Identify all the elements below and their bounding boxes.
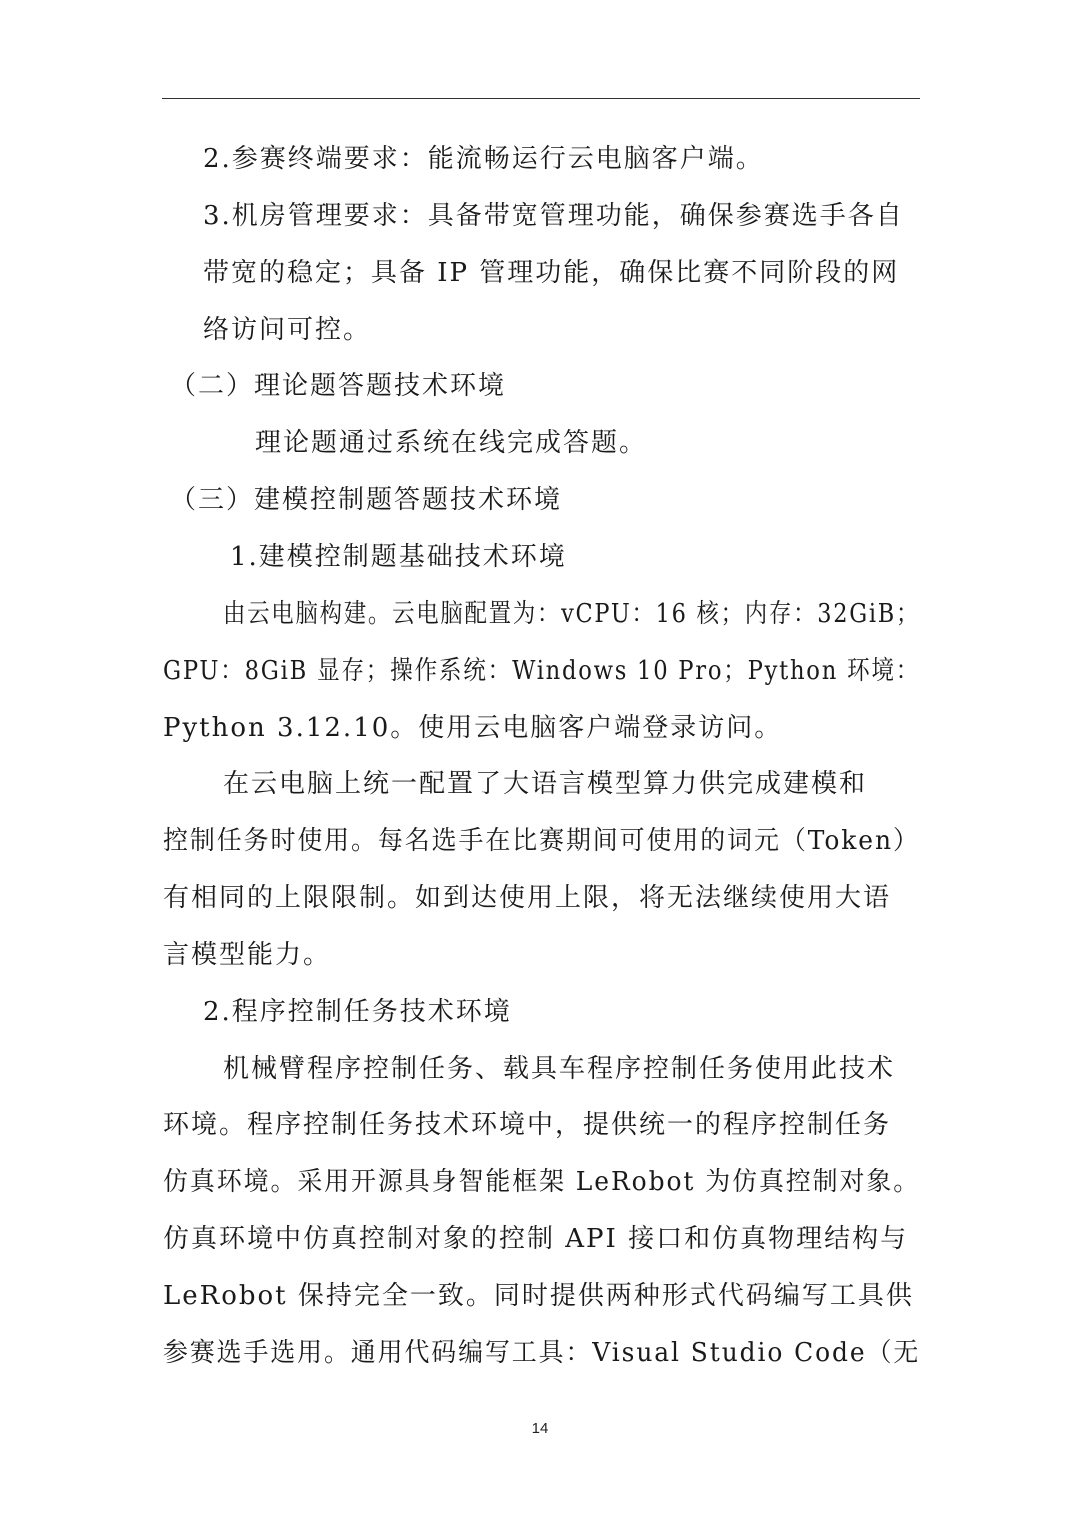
subsection-heading: 1.建模控制题基础技术环境: [230, 542, 567, 572]
section-heading: （三）建模控制题答题技术环境: [170, 485, 563, 515]
text-line: 仿真环境。采用开源具身智能框架 LeRobot 为仿真控制对象。: [163, 1167, 921, 1197]
text-line: 机械臂程序控制任务、载具车程序控制任务使用此技术: [223, 1054, 896, 1084]
section-heading: （二）理论题答题技术环境: [170, 371, 507, 401]
text-line: 络访问可控。: [203, 315, 372, 345]
text-line: 在云电脑上统一配置了大语言模型算力供完成建模和: [223, 769, 868, 799]
header-rule: [162, 98, 920, 99]
text-line: 参赛选手选用。通用代码编写工具：Visual Studio Code（无: [163, 1338, 921, 1368]
subsection-heading: 2.程序控制任务技术环境: [203, 997, 512, 1027]
page-number: 14: [531, 1420, 549, 1437]
text-line: Python 3.12.10。使用云电脑客户端登录访问。: [163, 713, 783, 743]
text-line: 控制任务时使用。每名选手在比赛期间可使用的词元（Token）: [163, 826, 920, 856]
text-line: GPU：8GiB 显存；操作系统：Windows 10 Pro；Python 环境：: [163, 656, 921, 686]
text-line: 环境。程序控制任务技术环境中，提供统一的程序控制任务: [163, 1110, 892, 1140]
text-line: 有相同的上限限制。如到达使用上限，将无法继续使用大语: [163, 883, 892, 913]
text-line: 3.机房管理要求：具备带宽管理功能，确保参赛选手各自: [203, 201, 904, 231]
text-line: 言模型能力。: [163, 940, 332, 970]
text-line: 由云电脑构建。云电脑配置为：vCPU：16 核；内存：32GiB；: [223, 599, 921, 629]
text-line: LeRobot 保持完全一致。同时提供两种形式代码编写工具供: [163, 1281, 914, 1311]
text-line: 带宽的稳定；具备 IP 管理功能，确保比赛不同阶段的网: [203, 258, 900, 288]
text-line: 理论题通过系统在线完成答题。: [255, 428, 648, 458]
text-line: 仿真环境中仿真控制对象的控制 API 接口和仿真物理结构与: [163, 1224, 909, 1254]
text-line: 2.参赛终端要求：能流畅运行云电脑客户端。: [203, 144, 764, 174]
